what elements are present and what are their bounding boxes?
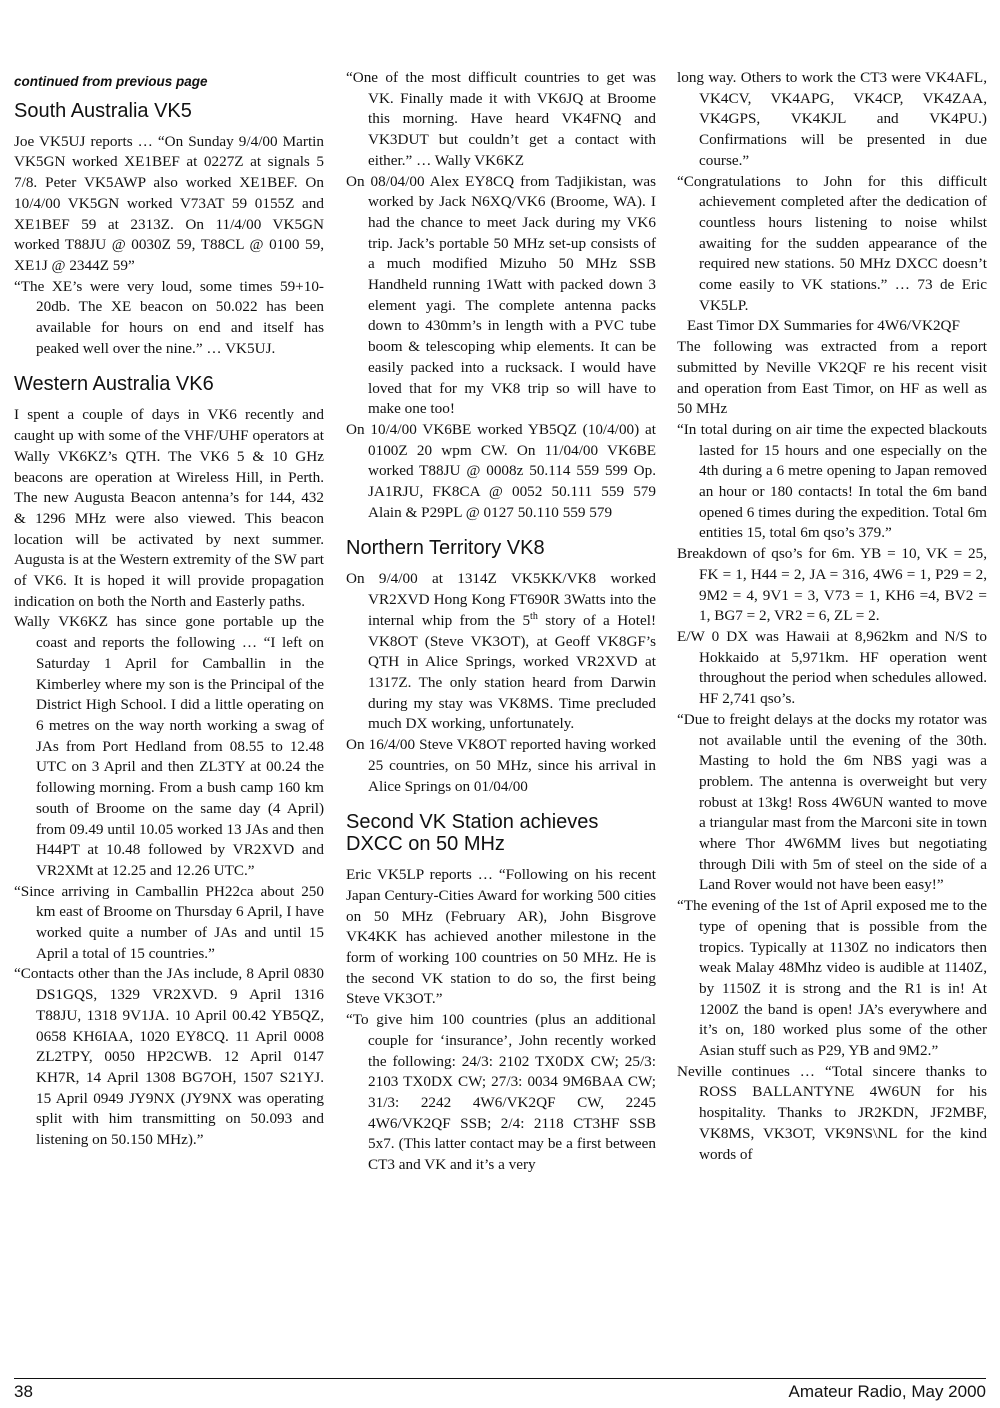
paragraph: “Due to freight delays at the docks my rotator was not available until the evening of the 30th. Masting to hold the 6m NBS yagi was a problem. The antenna is overweight but very robust at 13kg! Ross 4W6UN wanted to move a triangular mast from the Marconi site in town where Thor 4W6MM lives but negotiating through Dili with 5m of steel on the side of a Land Rover would not have been easy!” <box>677 710 987 894</box>
paragraph: “Congratulations to John for this difficult achievement completed after the dedication of countless hours listening to noise whilst awaiting for the sudden appearance of the required new stations. 50 MHz DXCC doesn’t come easily to VK stations.” … 73 de Eric VK5LP. <box>677 172 987 314</box>
paragraph: Wally VK6KZ has since gone portable up the coast and reports the following … “I left on Saturday 1 April for Camballin in the Kimberley where my son is the Principal of the District High School. I did a little operating on 6 metres on the way north working a swag of JAs from Port Hedland from 08.55 to 12.48 UTC on 3 April and then ZL3TY at 00.24 the following morning. From a bush camp 160 km south of Broome on the same day (4 April) from 09.49 until 10.05 worked 13 JAs and then H44PT at 10.48 followed by VR2XVD and VR2XMt at 12.25 and 12.26 UTC.” <box>14 613 324 879</box>
paragraph: “Since arriving in Camballin PH22ca about 250 km east of Broome on Thursday 6 April, I have worked quite a number of JAs and until 15 April a total of 15 countries.” <box>14 882 324 962</box>
paragraph: On 9/4/00 at 1314Z VK5KK/VK8 worked VR2XVD Hong Kong FT690R 3Watts into the internal whip from the 5th story of a Hotel! VK8OT (Steve VK3OT), at Geoff VK8GF’s QTH in Alice Springs, worked VR2XVD at 1317Z. The only station heard from Darwin during my stay was VK8MS. Time precluded much DX working, unfortunately. <box>346 570 656 733</box>
paragraph: Breakdown of qso’s for 6m. YB = 10, VK = 25, FK = 1, H44 = 2, JA = 316, 4W6 = 1, P29 = 2, 9M2 = 4, 9V1 = 3, V73 = 1, KH6 =4, BV2 = 1, BG7 = 2, VR2 = 6, ZL = 2. <box>677 545 987 625</box>
paragraph: On 08/04/00 Alex EY8CQ from Tadjikistan, was worked by Jack N6XQ/VK6 (Broome, WA). I had the chance to meet Jack during my VK6 trip. Jack’s portable 50 MHz set-up consists of a much modified Mizuho 50 MHz SSB Handheld running 1Watt with packed down 3 element yagi. The complete antenna packs down to 430mm’s in length with a PVC tube boom & telescoping whip elements. It can be easily packed into a rucksack. I would have loved that for my VK8 trip so will have to make one too! <box>346 172 656 418</box>
paragraph: “One of the most difficult countries to get was VK. Finally made it with VK6JQ at Broome this morning. Have heard VK4FNQ and VK3DUT but couldn’t get a contact with either.” … Wally VK6KZ <box>346 69 656 169</box>
paragraph: Eric VK5LP reports … “Following on his recent Japan Century-Cities Award for working 500 cities on 50 MHz (February AR), John Bisgrove VK4KK has achieved another milestone in the form of working 100 countries on 50 MHz. He is the second VK station to do so, the first being Steve VK3OT.” <box>346 866 656 1008</box>
paragraph: I spent a couple of days in VK6 recently and caught up with some of the VHF/UHF operators at Wally VK6KZ’s QTH. The VK6 5 & 10 GHz beacons are operation at Wireless Hill, in Perth. The new Augusta Beacon antenna’s for 144, 432 & 1296 MHz were also viewed. This beacon location will be activated by next summer. Augusta is at the Western extremity of the SW part of VK6. It is hoped it will provide propagation indication on both the North and Easterly paths. <box>14 406 324 610</box>
publication-footer: Amateur Radio, May 2000 <box>788 1382 986 1401</box>
paragraph: Joe VK5UJ reports … “On Sunday 9/4/00 Martin VK5GN worked XE1BEF at 0227Z at signals 5 7/8. Peter VK5AWP also worked XE1BEF. On 10/4/00 VK5GN worked V73AT 59 0155Z and XE1BEF 59 at 2313Z. On 11/4/00 VK5GN worked T88JU @ 0030Z 59, T88CL @ 0100 59, XE1J @ 2344Z 59” <box>14 132 324 274</box>
paragraph: long way. Others to work the CT3 were VK4AFL, VK4CV, VK4APG, VK4CP, VK4ZAA, VK4GPS, VK4KJL and VK4PU.) Confirmations will be presented in due course.” <box>677 69 987 169</box>
page-number: 38 <box>14 1382 33 1401</box>
paragraph: East Timor DX Summaries for 4W6/VK2QF <box>687 317 960 335</box>
heading-western-australia: Western Australia VK6 <box>14 373 214 396</box>
column-2 <box>346 68 656 1176</box>
paragraph: The following was extracted from a report submitted by Neville VK2QF re his recent visit and operation from East Timor, on HF as well as 50 MHz <box>677 338 987 418</box>
paragraph: “The evening of the 1st of April exposed me to the type of opening that is possible from the tropics. Typically at 1130Z no indicators then weak Malay 48Mhz video is audible at 1140Z, by 1150Z it is strong and the R1 is in! At 1200Z the band is open! JA’s everywhere and it’s on, 180 worked plus some of the other Asian stuff such as P29, YB and 9M2.” <box>677 897 987 1060</box>
paragraph: On 10/4/00 VK6BE worked YB5QZ (10/4/00) at 0100Z 20 wpm CW. On 11/04/00 VK6BE worked T88JU @ 0008z 50.114 559 599 Op. JA1RJU, FK8CA @ 0052 50.111 559 579 Alain & P29PL @ 0127 50.110 559 579 <box>346 420 656 521</box>
paragraph: “To give him 100 countries (plus an additional couple for ‘insurance’, John recently worked the following: 24/3: 2102 TX0DX CW; 25/3: 2103 TX0DX CW; 27/3: 0034 9M6BAA CW; 31/3: 2242 4W6/VK2QF CW, 2245 4W6/VK2QF SSB; 2/4: 2118 CT3HF SSB 5x7. (This latter contact may be a first between CT3 and VK and it’s a very <box>346 1011 656 1174</box>
paragraph: E/W 0 DX was Hawaii at 8,962km and N/S to Hokkaido at 5,971km. HF operation went throughout the period when schedules allowed. HF 2,741 qso’s. <box>677 627 987 708</box>
column-3 <box>677 68 987 1165</box>
heading-northern-territory: Northern Territory VK8 <box>346 537 545 560</box>
column-1 <box>14 68 324 1151</box>
paragraph: On 16/4/00 Steve VK8OT reported having worked 25 countries, on 50 MHz, since his arrival in Alice Springs on 01/04/00 <box>346 736 656 795</box>
paragraph: “Contacts other than the JAs include, 8 April 0830 DS1GQS, 1329 VR2XVD. 9 April 1316 T88JU, 1318 9V1JA. 10 April 00.42 YB5QZ, 0658 KH6IAA, 1020 EY8CQ. 11 April 0008 ZL2TPY, 0050 HP2CWB. 12 April 0147 KH7R, 14 April 1308 BG7OH, 1507 S21YJ. 15 April 0949 JY9NX (JY9NX was operating split with him transmitting on 50.093 and listening on 50.150 MHz).” <box>14 965 324 1149</box>
paragraph: Neville continues … “Total sincere thanks to ROSS BALLANTYNE 4W6UN for his hospitality. Thanks to JR2KDN, JF2MBF, VK8MS, VK3OT, VK9NS\NL for the kind words of <box>677 1062 987 1163</box>
paragraph: “The XE’s were very loud, some times 59+10-20db. The XE beacon on 50.022 has been available for hours on end and itself has peaked well over the nine.” … VK5UJ. <box>14 277 324 357</box>
paragraph: “In total during on air time the expected blackouts lasted for 15 hours and one especially on the 4th during a 6 metre opening to Japan removed an hour or 180 contacts! In total the 6m band opened 6 times during the expedition. Total 6m entities 15, total 6m qso’s 379.” <box>677 420 987 542</box>
continued-note: continued from previous page <box>14 74 208 89</box>
heading-south-australia: South Australia VK5 <box>14 99 192 122</box>
heading-second-vk-dxcc: Second VK Station achieves DXCC on 50 MHz <box>346 811 599 856</box>
footer-rule <box>14 1378 986 1379</box>
